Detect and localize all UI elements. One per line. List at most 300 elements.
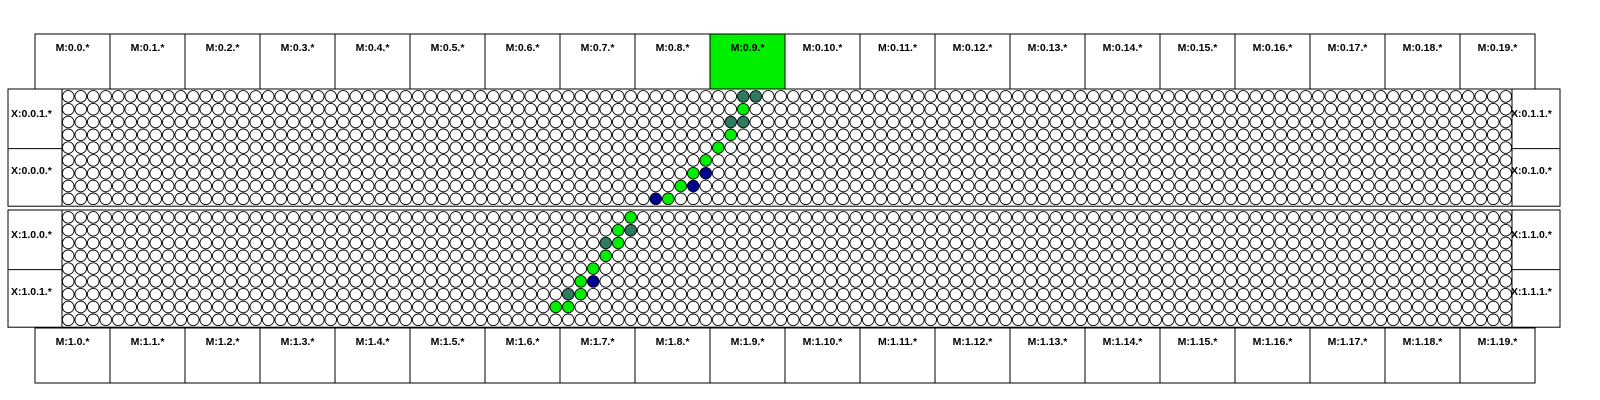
detector-channel <box>337 142 349 154</box>
detector-channel <box>425 155 437 167</box>
detector-channel <box>87 288 99 300</box>
detector-channel <box>200 301 212 313</box>
detector-channel <box>1087 237 1099 249</box>
detector-channel <box>1312 237 1324 249</box>
detector-channel <box>450 250 462 262</box>
detector-channel <box>1200 250 1212 262</box>
detector-channel <box>1337 91 1349 103</box>
detector-channel <box>1287 193 1299 205</box>
detector-channel <box>1387 314 1399 326</box>
detector-channel <box>262 167 274 179</box>
detector-channel <box>725 224 737 236</box>
detector-channel <box>912 116 924 128</box>
detector-channel <box>862 314 874 326</box>
detector-channel <box>1237 103 1249 115</box>
detector-channel <box>1425 167 1437 179</box>
detector-channel <box>1350 142 1362 154</box>
detector-channel <box>475 103 487 115</box>
detector-channel <box>350 276 362 288</box>
detector-channel <box>1025 167 1037 179</box>
detector-channel <box>412 180 424 192</box>
detector-channel <box>1475 155 1487 167</box>
detector-channel <box>1112 276 1124 288</box>
detector-channel <box>175 224 187 236</box>
detector-channel <box>850 224 862 236</box>
detector-channel <box>862 116 874 128</box>
detector-channel <box>200 212 212 224</box>
detector-channel <box>162 91 174 103</box>
detector-channel <box>200 103 212 115</box>
detector-channel <box>287 276 299 288</box>
detector-channel <box>612 250 624 262</box>
detector-channel <box>912 103 924 115</box>
detector-channel <box>1062 103 1074 115</box>
detector-channel <box>1150 276 1162 288</box>
detector-channel <box>412 250 424 262</box>
detector-channel <box>562 193 574 205</box>
detector-channel <box>137 301 149 313</box>
detector-channel <box>987 301 999 313</box>
detector-channel <box>1237 167 1249 179</box>
detector-channel <box>775 193 787 205</box>
detector-channel <box>800 142 812 154</box>
hit-channel-bright-green <box>662 193 674 205</box>
detector-channel <box>212 91 224 103</box>
detector-channel <box>1237 237 1249 249</box>
detector-channel <box>1025 103 1037 115</box>
detector-channel <box>925 263 937 275</box>
detector-channel <box>850 237 862 249</box>
detector-channel <box>487 314 499 326</box>
detector-channel <box>1437 180 1449 192</box>
detector-channel <box>862 276 874 288</box>
detector-channel <box>337 288 349 300</box>
detector-channel <box>1400 193 1412 205</box>
detector-channel <box>1412 314 1424 326</box>
detector-channel <box>512 129 524 141</box>
detector-channel <box>962 142 974 154</box>
detector-channel <box>837 129 849 141</box>
detector-channel <box>737 193 749 205</box>
detector-channel <box>287 103 299 115</box>
detector-channel <box>462 116 474 128</box>
detector-channel <box>775 212 787 224</box>
detector-channel <box>787 155 799 167</box>
detector-channel <box>762 212 774 224</box>
detector-channel <box>437 314 449 326</box>
detector-channel <box>1237 314 1249 326</box>
detector-channel <box>250 116 262 128</box>
detector-channel <box>1312 250 1324 262</box>
right-side-label: X:1.1.1.* <box>1511 286 1552 298</box>
detector-channel <box>325 180 337 192</box>
detector-channel <box>1250 155 1262 167</box>
bottom-module-label: M:1.8.* <box>655 336 690 348</box>
detector-channel <box>337 116 349 128</box>
detector-channel <box>462 224 474 236</box>
detector-channel <box>1175 167 1187 179</box>
detector-channel <box>1150 237 1162 249</box>
detector-channel <box>350 237 362 249</box>
detector-channel <box>125 193 137 205</box>
detector-channel <box>637 129 649 141</box>
detector-channel <box>437 129 449 141</box>
detector-channel <box>1362 237 1374 249</box>
detector-channel <box>562 224 574 236</box>
detector-channel <box>1325 193 1337 205</box>
detector-channel <box>937 301 949 313</box>
detector-channel <box>1450 155 1462 167</box>
detector-channel <box>762 276 774 288</box>
detector-channel <box>812 250 824 262</box>
detector-channel <box>1300 116 1312 128</box>
detector-channel <box>912 263 924 275</box>
detector-channel <box>1287 288 1299 300</box>
detector-channel <box>1437 250 1449 262</box>
detector-channel <box>175 129 187 141</box>
detector-channel <box>1300 276 1312 288</box>
detector-channel <box>875 180 887 192</box>
detector-channel <box>137 263 149 275</box>
detector-channel <box>1087 129 1099 141</box>
detector-channel <box>912 167 924 179</box>
detector-channel <box>162 276 174 288</box>
detector-channel <box>387 314 399 326</box>
detector-channel <box>525 250 537 262</box>
detector-channel <box>850 155 862 167</box>
detector-channel <box>1287 301 1299 313</box>
detector-channel <box>250 103 262 115</box>
detector-channel <box>112 142 124 154</box>
detector-channel <box>825 276 837 288</box>
detector-channel <box>1237 276 1249 288</box>
detector-channel <box>437 91 449 103</box>
detector-channel <box>950 129 962 141</box>
detector-channel <box>87 167 99 179</box>
detector-channel <box>562 167 574 179</box>
detector-channel <box>162 167 174 179</box>
detector-channel <box>100 193 112 205</box>
detector-channel <box>312 155 324 167</box>
detector-channel <box>900 167 912 179</box>
detector-channel <box>1087 212 1099 224</box>
detector-channel <box>1500 155 1512 167</box>
detector-channel <box>925 314 937 326</box>
detector-channel <box>562 91 574 103</box>
detector-channel <box>375 212 387 224</box>
detector-channel <box>487 167 499 179</box>
detector-channel <box>525 155 537 167</box>
detector-channel <box>775 103 787 115</box>
detector-channel <box>275 224 287 236</box>
detector-channel <box>1275 224 1287 236</box>
detector-channel <box>1150 155 1162 167</box>
hit-channel-bright-green <box>675 180 687 192</box>
detector-channel <box>500 263 512 275</box>
detector-channel <box>262 237 274 249</box>
detector-channel <box>475 180 487 192</box>
detector-channel <box>137 180 149 192</box>
detector-channel <box>1087 193 1099 205</box>
detector-channel <box>62 180 74 192</box>
detector-channel <box>400 212 412 224</box>
detector-channel <box>1112 129 1124 141</box>
detector-channel <box>862 103 874 115</box>
detector-channel <box>1487 116 1499 128</box>
detector-channel <box>987 288 999 300</box>
detector-channel <box>350 314 362 326</box>
detector-channel <box>475 237 487 249</box>
detector-channel <box>937 212 949 224</box>
detector-channel <box>250 180 262 192</box>
detector-channel <box>1500 212 1512 224</box>
detector-channel <box>1337 314 1349 326</box>
top-module-label: M:0.12.* <box>952 42 993 54</box>
detector-channel <box>650 224 662 236</box>
detector-channel <box>1225 250 1237 262</box>
detector-channel <box>212 142 224 154</box>
detector-channel <box>850 129 862 141</box>
detector-channel <box>100 103 112 115</box>
detector-channel <box>1137 263 1149 275</box>
detector-channel <box>212 193 224 205</box>
detector-channel <box>1362 224 1374 236</box>
detector-channel <box>87 193 99 205</box>
detector-channel <box>150 155 162 167</box>
detector-channel <box>175 116 187 128</box>
detector-channel <box>775 180 787 192</box>
detector-channel <box>112 180 124 192</box>
detector-channel <box>1500 103 1512 115</box>
detector-channel <box>312 263 324 275</box>
detector-channel <box>400 314 412 326</box>
detector-channel <box>1500 180 1512 192</box>
detector-channel <box>1300 142 1312 154</box>
detector-channel <box>187 263 199 275</box>
detector-channel <box>1262 301 1274 313</box>
detector-channel <box>225 155 237 167</box>
detector-channel <box>175 155 187 167</box>
detector-channel <box>1412 212 1424 224</box>
detector-channel <box>1375 155 1387 167</box>
detector-channel <box>362 116 374 128</box>
detector-channel <box>975 237 987 249</box>
detector-channel <box>1137 167 1149 179</box>
detector-channel <box>500 276 512 288</box>
detector-channel <box>925 250 937 262</box>
detector-channel <box>1150 288 1162 300</box>
detector-channel <box>1462 193 1474 205</box>
detector-channel <box>375 237 387 249</box>
detector-channel <box>537 142 549 154</box>
top-module-label: M:0.8.* <box>655 42 690 54</box>
detector-channel <box>1387 91 1399 103</box>
detector-channel <box>837 314 849 326</box>
detector-channel <box>1125 237 1137 249</box>
detector-channel <box>212 155 224 167</box>
detector-channel <box>1300 91 1312 103</box>
detector-channel <box>100 314 112 326</box>
detector-channel <box>87 142 99 154</box>
top-detector-panel <box>8 89 1560 206</box>
detector-channel <box>1000 142 1012 154</box>
detector-channel <box>637 180 649 192</box>
detector-channel <box>112 155 124 167</box>
detector-channel <box>862 301 874 313</box>
detector-channel <box>625 142 637 154</box>
detector-channel <box>275 167 287 179</box>
detector-channel <box>1062 276 1074 288</box>
detector-channel <box>825 193 837 205</box>
detector-channel <box>1287 167 1299 179</box>
detector-channel <box>112 103 124 115</box>
detector-channel <box>1312 288 1324 300</box>
detector-channel <box>1375 237 1387 249</box>
detector-channel <box>875 288 887 300</box>
detector-channel <box>1350 314 1362 326</box>
detector-channel <box>950 212 962 224</box>
detector-channel <box>75 250 87 262</box>
detector-channel <box>675 288 687 300</box>
detector-channel <box>150 167 162 179</box>
detector-channel <box>350 103 362 115</box>
detector-channel <box>1425 116 1437 128</box>
detector-channel <box>1025 276 1037 288</box>
detector-channel <box>662 263 674 275</box>
detector-channel <box>650 263 662 275</box>
detector-channel <box>1212 193 1224 205</box>
detector-channel <box>1012 263 1024 275</box>
detector-channel <box>987 212 999 224</box>
detector-channel <box>1325 91 1337 103</box>
detector-channel <box>1225 301 1237 313</box>
detector-channel <box>187 212 199 224</box>
detector-channel <box>425 193 437 205</box>
detector-channel <box>912 276 924 288</box>
detector-channel <box>387 142 399 154</box>
detector-channel <box>950 263 962 275</box>
detector-channel <box>250 212 262 224</box>
detector-channel <box>1400 288 1412 300</box>
detector-channel <box>1387 301 1399 313</box>
detector-channel <box>300 116 312 128</box>
detector-channel <box>1087 116 1099 128</box>
detector-channel <box>1262 167 1274 179</box>
detector-channel <box>1187 91 1199 103</box>
detector-channel <box>575 301 587 313</box>
detector-channel <box>150 263 162 275</box>
detector-channel <box>525 129 537 141</box>
detector-channel <box>1312 155 1324 167</box>
detector-channel <box>1475 263 1487 275</box>
detector-channel <box>487 142 499 154</box>
detector-channel <box>1075 301 1087 313</box>
detector-channel <box>1462 116 1474 128</box>
detector-channel <box>1312 180 1324 192</box>
top-module-label: M:0.15.* <box>1177 42 1218 54</box>
detector-channel <box>1187 263 1199 275</box>
detector-channel <box>662 276 674 288</box>
detector-channel <box>1175 224 1187 236</box>
detector-channel <box>287 193 299 205</box>
detector-channel <box>1162 91 1174 103</box>
detector-channel <box>175 167 187 179</box>
detector-channel <box>850 288 862 300</box>
hit-channel-navy <box>687 180 699 192</box>
detector-channel <box>587 155 599 167</box>
detector-channel <box>575 263 587 275</box>
top-module-label: M:0.18.* <box>1402 42 1443 54</box>
detector-channel <box>1425 103 1437 115</box>
detector-channel <box>825 116 837 128</box>
detector-channel <box>1250 129 1262 141</box>
detector-channel <box>900 276 912 288</box>
detector-channel <box>137 116 149 128</box>
detector-channel <box>237 91 249 103</box>
detector-channel <box>587 314 599 326</box>
detector-channel <box>312 288 324 300</box>
detector-channel <box>75 155 87 167</box>
detector-channel <box>1200 91 1212 103</box>
detector-channel <box>287 250 299 262</box>
detector-channel <box>787 288 799 300</box>
detector-channel <box>500 224 512 236</box>
detector-channel <box>262 155 274 167</box>
right-side-label: X:0.1.0.* <box>1511 165 1552 177</box>
detector-channel <box>1225 224 1237 236</box>
detector-channel <box>1412 263 1424 275</box>
detector-channel <box>500 193 512 205</box>
detector-channel <box>300 288 312 300</box>
detector-channel <box>675 103 687 115</box>
detector-channel <box>550 263 562 275</box>
detector-channel <box>75 180 87 192</box>
detector-channel <box>1125 167 1137 179</box>
detector-channel <box>762 250 774 262</box>
detector-channel <box>1012 129 1024 141</box>
hit-channel-dark-teal <box>737 116 749 128</box>
detector-channel <box>1325 155 1337 167</box>
detector-channel <box>1387 237 1399 249</box>
detector-channel <box>1062 301 1074 313</box>
detector-channel <box>175 103 187 115</box>
detector-channel <box>600 193 612 205</box>
detector-channel <box>762 288 774 300</box>
detector-channel <box>1200 263 1212 275</box>
detector-channel <box>487 155 499 167</box>
detector-channel <box>1275 180 1287 192</box>
detector-channel <box>1412 129 1424 141</box>
detector-channel <box>762 224 774 236</box>
detector-channel <box>112 288 124 300</box>
detector-channel <box>750 103 762 115</box>
detector-channel <box>1387 263 1399 275</box>
detector-channel <box>625 301 637 313</box>
detector-channel <box>62 193 74 205</box>
detector-channel <box>775 155 787 167</box>
detector-channel <box>175 276 187 288</box>
detector-channel <box>925 288 937 300</box>
detector-channel <box>712 276 724 288</box>
detector-channel <box>500 180 512 192</box>
detector-channel <box>337 250 349 262</box>
detector-channel <box>862 193 874 205</box>
detector-channel <box>737 167 749 179</box>
detector-channel <box>562 212 574 224</box>
detector-channel <box>825 250 837 262</box>
detector-channel <box>725 263 737 275</box>
detector-channel <box>925 193 937 205</box>
